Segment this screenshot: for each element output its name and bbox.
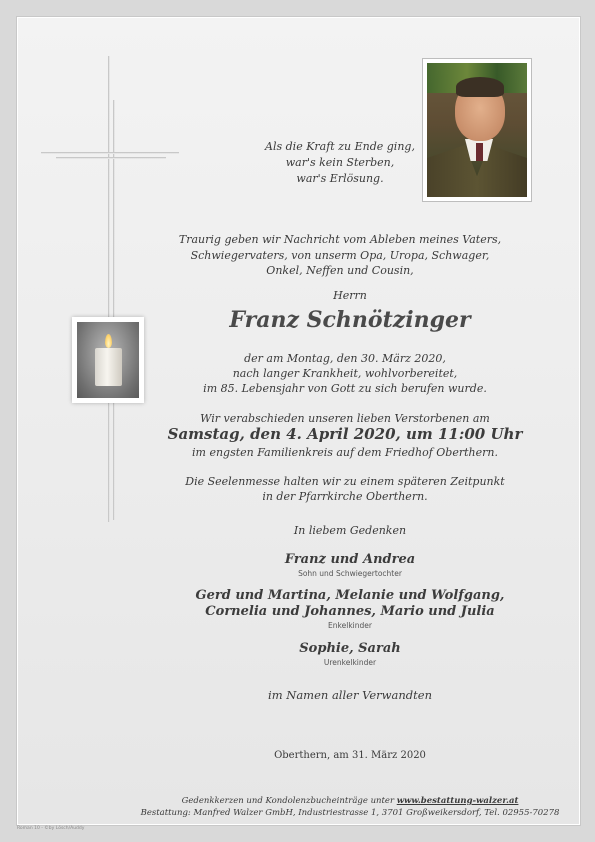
portrait-image	[427, 63, 527, 197]
candle-background	[77, 322, 139, 398]
mourner-names: Franz und Andrea	[284, 552, 416, 567]
cross-vertical-bar	[108, 56, 110, 522]
death-info	[170, 351, 520, 396]
mourner-relation: Urenkelkinder	[323, 658, 377, 667]
death-info-line: der am Montag, den 30. März 2020,	[244, 352, 446, 365]
cross-horizontal-bar-shadow	[56, 157, 166, 159]
place-and-date: Oberthern, am 31. März 2020	[274, 750, 426, 761]
template-credit: Roman 10 - ©by Lösch/Auddy	[17, 826, 85, 831]
deceased-name: Franz Schnötzinger	[229, 307, 471, 333]
footer-prefix: Gedenkkerzen und Kondolenzbucheinträge unter	[181, 796, 395, 806]
cross-vertical-bar-shadow	[113, 100, 115, 520]
funeral-home-link[interactable]: www.bestattung-walzer.at	[396, 796, 519, 806]
closing-line: im Namen aller Verwandten	[268, 688, 432, 702]
mourner-group	[240, 641, 460, 668]
mass-line: Die Seelenmesse halten wir zu einem späteren Zeitpunkt	[185, 475, 505, 488]
mourner-names: Sophie, Sarah	[299, 641, 401, 656]
mourner-names: Cornelia und Johannes, Mario und Julia	[205, 604, 495, 619]
mourner-relation: Enkelkinder	[328, 621, 372, 630]
footer-condolence-line	[150, 796, 550, 806]
verse-line: war's Erlösung.	[296, 172, 384, 185]
funeral-location: im engsten Familienkreis auf dem Friedhof Oberthern.	[192, 446, 498, 459]
photo-tie	[476, 143, 483, 161]
requiem-mass-info	[170, 474, 520, 504]
mass-line: in der Pfarrkirche Oberthern.	[262, 490, 428, 503]
death-info-line: nach langer Krankheit, wohlvorbereitet,	[232, 367, 458, 380]
photo-hair	[456, 77, 504, 97]
candle-image	[72, 317, 144, 403]
in-memory-heading: In liebem Gedenken	[293, 524, 407, 537]
farewell-intro: Wir verabschieden unseren lieben Verstorbenen am	[200, 412, 490, 425]
verse-line: Als die Kraft zu Ende ging,	[265, 140, 415, 153]
verse-line: war's kein Sterben,	[285, 156, 395, 169]
intro-line: Onkel, Neffen und Cousin,	[266, 264, 414, 277]
footer-funeral-home: Bestattung: Manfred Walzer GmbH, Industriestrasse 1, 3701 Großweikersdorf, Tel. 02955-70278	[140, 808, 560, 818]
candle-icon	[95, 348, 122, 386]
mourner-names: Gerd und Martina, Melanie und Wolfgang,	[195, 588, 505, 603]
intro-line: Schwiegervaters, von unserm Opa, Uropa, Schwager,	[190, 248, 490, 262]
intro-line: Traurig geben wir Nachricht vom Ableben meines Vaters,	[178, 233, 502, 246]
candle-flame-icon	[105, 334, 112, 348]
salutation: Herrn	[333, 289, 367, 302]
mourner-group	[180, 588, 520, 631]
mourner-relation: Sohn und Schwiegertochter	[298, 569, 402, 578]
announcement-intro	[160, 232, 520, 279]
death-info-line: im 85. Lebensjahr von Gott zu sich berufen wurde.	[203, 382, 487, 395]
cross-horizontal-bar	[41, 152, 179, 154]
funeral-date: Samstag, den 4. April 2020, um 11:00 Uhr	[167, 425, 523, 443]
mourner-group	[220, 552, 480, 579]
verse	[240, 139, 440, 187]
